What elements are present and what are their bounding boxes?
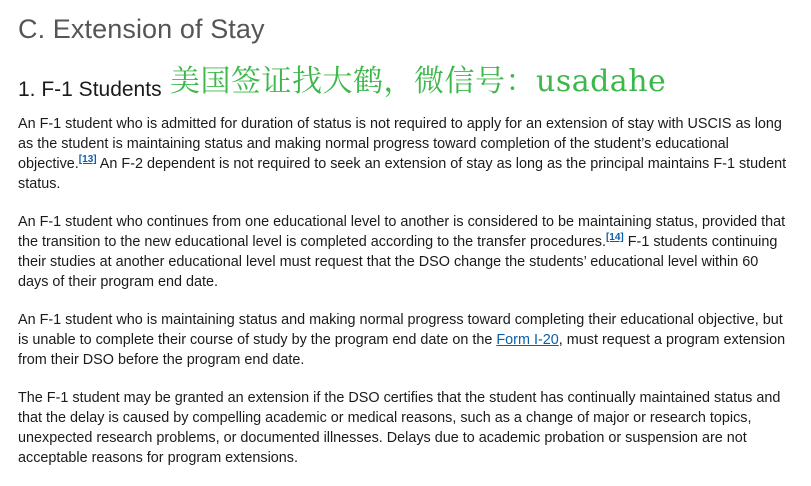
footnote-link-14[interactable]: [14]	[605, 232, 624, 244]
footnote-13	[79, 154, 97, 165]
subsection-header	[18, 64, 788, 108]
paragraph-3-text-b: , must request a program extension from their DSO before the program end date.	[18, 332, 786, 368]
form-i20-link[interactable]: Form I-20	[496, 332, 559, 348]
paragraph-1-text-b: An F-2 dependent is not required to seek an extension of stay as long as the principal maintains F-1 student status.	[18, 156, 787, 192]
paragraph-3	[18, 310, 788, 370]
paragraph-1-text-a: An F-1 student who is admitted for duration of status is not required to apply for an extension of stay with USCIS as long as the student is maintaining status and making normal progress toward completion of the student’s educational objective.	[18, 116, 782, 172]
paragraph-2-text-b: F-1 students continuing their studies at another educational level must request that the DSO change the students’ educational level within 60 days of their program end date.	[18, 234, 778, 290]
body-text	[18, 114, 788, 468]
document-page	[18, 10, 788, 486]
paragraph-3-text-a: An F-1 student who is maintaining status and making normal progress toward completing their educational objective, but is unable to complete their course of study by the program end date on the	[18, 312, 783, 348]
paragraph-2-text-a: An F-1 student who continues from one educational level to another is considered to be maintaining status, provided that the transition to the new educational level is completed according to the transfer procedures.	[18, 214, 786, 250]
footnote-link-13[interactable]: [13]	[78, 154, 97, 166]
footnote-14	[606, 232, 624, 243]
subsection-title: 1. F-1 Students	[18, 78, 162, 101]
section-title: C. Extension of Stay	[18, 14, 265, 44]
paragraph-2	[18, 212, 788, 292]
paragraph-1	[18, 114, 788, 194]
paragraph-4: The F-1 student may be granted an extension if the DSO certifies that the student has continually maintained status and that the delay is caused by compelling academic or medical reasons, such as a change of major or research topics, unexpected research problems, or documented illnesses. Delays due to academic probation or suspension are not acceptable reasons for program extensions.	[18, 390, 781, 466]
watermark-text: 美国签证找大鹤，微信号：usadahe	[170, 64, 667, 99]
